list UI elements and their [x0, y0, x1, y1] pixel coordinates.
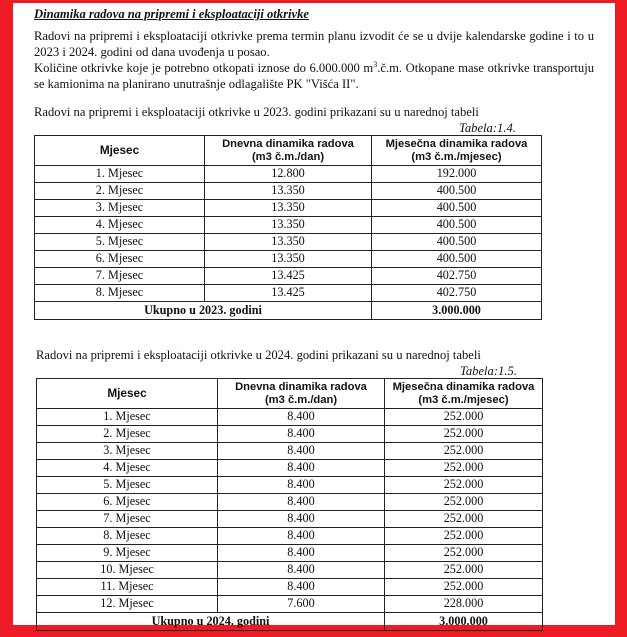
- table-row: [35, 251, 542, 268]
- table-row: [37, 494, 543, 511]
- monthly-cell: 192.000: [372, 166, 542, 183]
- table-row: [35, 166, 542, 183]
- column-header-monthly: [372, 136, 542, 166]
- daily-cell: 8.400: [218, 562, 385, 579]
- monthly-cell: 400.500: [372, 183, 542, 200]
- month-cell: 4. Mjesec: [35, 217, 205, 234]
- daily-cell: 13.350: [205, 183, 372, 200]
- table-row: [37, 511, 543, 528]
- month-cell: 6. Mjesec: [35, 251, 205, 268]
- daily-cell: 12.800: [205, 166, 372, 183]
- monthly-cell: 402.750: [372, 268, 542, 285]
- daily-cell: 13.350: [205, 200, 372, 217]
- month-cell: 6. Mjesec: [37, 494, 218, 511]
- monthly-cell: 252.000: [385, 494, 543, 511]
- month-cell: 2. Mjesec: [35, 183, 205, 200]
- column-header-daily: [205, 136, 372, 166]
- column-header-daily-line2: (m3 č.m./dan): [264, 393, 338, 406]
- monthly-cell: 402.750: [372, 285, 542, 302]
- table-row: [35, 183, 542, 200]
- month-cell: 7. Mjesec: [37, 511, 218, 528]
- monthly-cell: 228.000: [385, 596, 543, 613]
- daily-cell: 8.400: [218, 409, 385, 426]
- column-header-monthly-line2: (m3 č.m./mjesec): [411, 150, 502, 163]
- month-cell: 3. Mjesec: [37, 443, 218, 460]
- daily-cell: 8.400: [218, 477, 385, 494]
- table-row: [37, 443, 543, 460]
- monthly-cell: 252.000: [385, 426, 543, 443]
- table-row: [37, 579, 543, 596]
- total-label: Ukupno u 2023. godini: [35, 302, 372, 320]
- monthly-cell: 252.000: [385, 443, 543, 460]
- daily-cell: 8.400: [218, 528, 385, 545]
- daily-cell: 8.400: [218, 511, 385, 528]
- monthly-cell: 252.000: [385, 409, 543, 426]
- total-value: 3.000.000: [385, 613, 543, 631]
- table-2023-label: Tabela:1.4.: [459, 121, 516, 135]
- table-row: [37, 409, 543, 426]
- column-header-monthly-line1: Mjesečna dinamika radova: [385, 137, 528, 150]
- column-header-monthly: [385, 379, 543, 409]
- daily-cell: 13.350: [205, 251, 372, 268]
- table-total-row: [35, 302, 542, 320]
- month-cell: 12. Mjesec: [37, 596, 218, 613]
- monthly-cell: 252.000: [385, 477, 543, 494]
- total-label: Ukupno u 2024. godini: [37, 613, 385, 631]
- document-title: Dinamika radova na pripremi i eksploataciji otkrivke: [34, 7, 309, 21]
- month-cell: 2. Mjesec: [37, 426, 218, 443]
- daily-cell: 8.400: [218, 426, 385, 443]
- month-cell: 8. Mjesec: [37, 528, 218, 545]
- table-row: [37, 528, 543, 545]
- table-row: [37, 562, 543, 579]
- column-header-daily-line2: (m3 č.m./dan): [251, 150, 325, 163]
- quantity-paragraph-superscript: 3: [373, 60, 378, 69]
- column-header-monthly-line2: (m3 č.m./mjesec): [418, 393, 509, 406]
- month-cell: 1. Mjesec: [37, 409, 218, 426]
- table-row: [35, 268, 542, 285]
- month-cell: 9. Mjesec: [37, 545, 218, 562]
- monthly-cell: 400.500: [372, 251, 542, 268]
- month-cell: 7. Mjesec: [35, 268, 205, 285]
- column-header-month: Mjesec: [37, 379, 218, 409]
- table-row: [35, 217, 542, 234]
- monthly-cell: 252.000: [385, 562, 543, 579]
- month-cell: 5. Mjesec: [35, 234, 205, 251]
- month-cell: 3. Mjesec: [35, 200, 205, 217]
- column-header-daily-line1: Dnevna dinamika radova: [222, 137, 354, 150]
- table-row: [37, 545, 543, 562]
- table-total-row: [37, 613, 543, 631]
- total-value: 3.000.000: [372, 302, 542, 320]
- table-row: [35, 200, 542, 217]
- monthly-cell: 252.000: [385, 528, 543, 545]
- month-cell: 5. Mjesec: [37, 477, 218, 494]
- column-header-daily-line1: Dnevna dinamika radova: [235, 380, 367, 393]
- monthly-cell: 400.500: [372, 200, 542, 217]
- month-cell: 4. Mjesec: [37, 460, 218, 477]
- monthly-cell: 252.000: [385, 460, 543, 477]
- daily-cell: 8.400: [218, 460, 385, 477]
- daily-cell: 8.400: [218, 579, 385, 596]
- daily-cell: 8.400: [218, 545, 385, 562]
- table-2023: [34, 135, 542, 320]
- table-header-row: [35, 136, 542, 166]
- month-cell: 11. Mjesec: [37, 579, 218, 596]
- table-row: [35, 234, 542, 251]
- quantity-paragraph: [34, 60, 594, 93]
- table-2024-label: Tabela:1.5.: [460, 364, 517, 378]
- quantity-paragraph-part2: .č.m. Otkopane mase otkrivke transportuju se kamionima na planirano unutrašnje odlagalište PK "Višća II".: [34, 61, 594, 91]
- month-cell: 10. Mjesec: [37, 562, 218, 579]
- column-header-month: Mjesec: [35, 136, 205, 166]
- daily-cell: 13.425: [205, 268, 372, 285]
- column-header-daily: [218, 379, 385, 409]
- month-cell: 8. Mjesec: [35, 285, 205, 302]
- monthly-cell: 252.000: [385, 545, 543, 562]
- table-row: [37, 426, 543, 443]
- monthly-cell: 252.000: [385, 579, 543, 596]
- monthly-cell: 400.500: [372, 234, 542, 251]
- daily-cell: 8.400: [218, 443, 385, 460]
- table-row: [37, 477, 543, 494]
- daily-cell: 8.400: [218, 494, 385, 511]
- month-cell: 1. Mjesec: [35, 166, 205, 183]
- table-2024: [36, 378, 543, 631]
- monthly-cell: 252.000: [385, 511, 543, 528]
- table-row: [37, 460, 543, 477]
- monthly-cell: 400.500: [372, 217, 542, 234]
- quantity-paragraph-part1: Količine otkrivke koje je potrebno otkopati iznose do 6.000.000 m: [34, 61, 374, 76]
- column-header-monthly-line1: Mjesečna dinamika radova: [392, 380, 535, 393]
- daily-cell: 13.350: [205, 234, 372, 251]
- daily-cell: 7.600: [218, 596, 385, 613]
- table-row: [37, 596, 543, 613]
- table-row: [35, 285, 542, 302]
- table-header-row: [37, 379, 543, 409]
- document-page: [13, 3, 615, 628]
- table-2024-caption: Radovi na pripremi i eksploataciji otkrivke u 2024. godini prikazani su u narednoj tabeli: [36, 348, 481, 362]
- daily-cell: 13.425: [205, 285, 372, 302]
- intro-paragraph: Radovi na pripremi i eksploataciji otkrivke prema termin planu izvodit će se u dvije kalendarske godine i to u 2023 i 2024. godini od dana uvođenja u posao.: [34, 29, 594, 59]
- daily-cell: 13.350: [205, 217, 372, 234]
- table-2023-caption: Radovi na pripremi i eksploataciji otkrivke u 2023. godini prikazani su u narednoj tabeli: [34, 105, 479, 119]
